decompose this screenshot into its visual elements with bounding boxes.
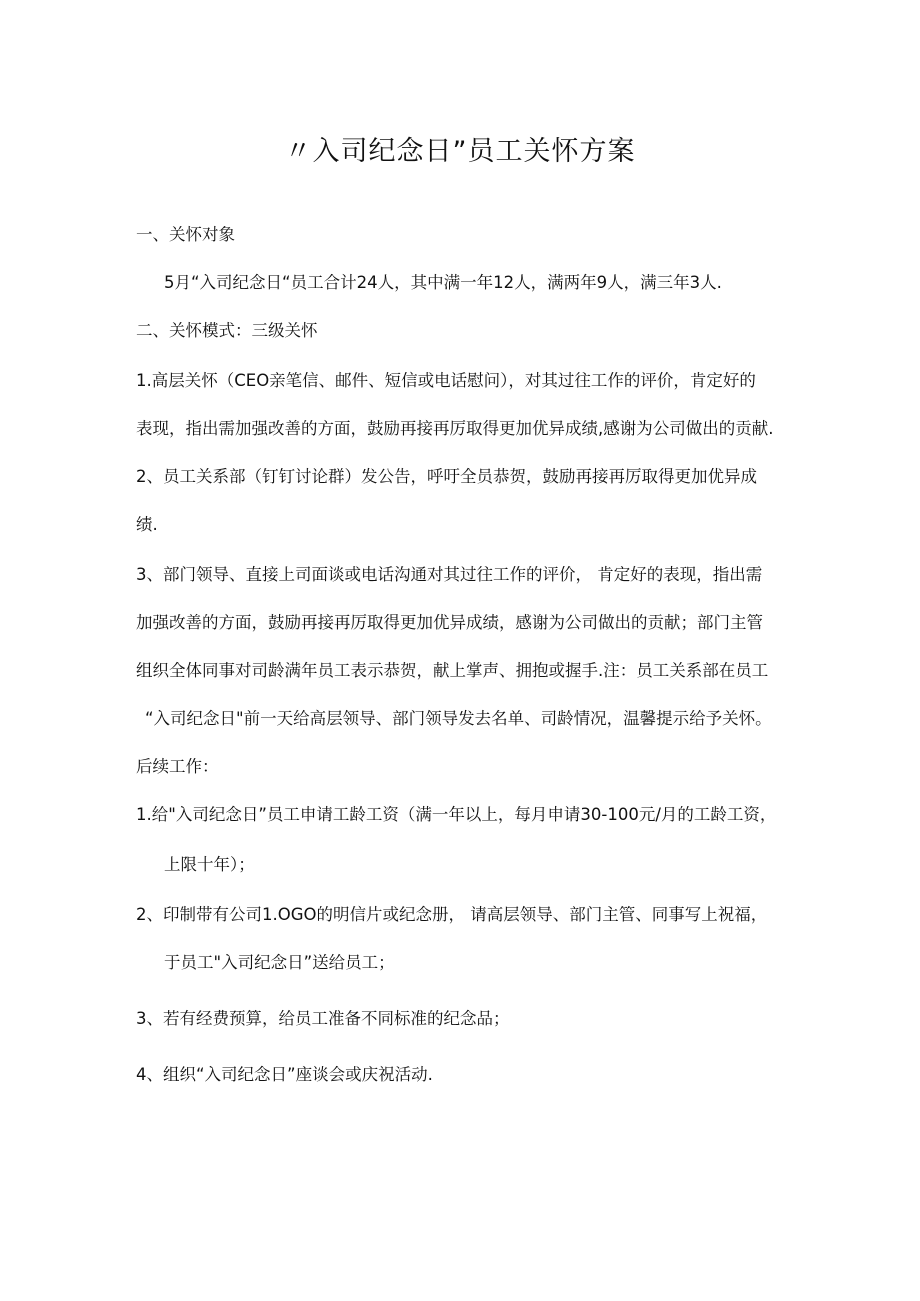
paragraph-line: 3、部门领导、直接上司面谈或电话沟通对其过往工作的评价， 肯定好的表现，指出需 bbox=[136, 565, 763, 584]
paragraph-line: 1.高层关怀（CEO亲笔信、邮件、短信或电话慰问），对其过往工作的评价，肯定好的 bbox=[136, 371, 756, 390]
section-heading-care-mode: 二、关怀模式：三级关怀 bbox=[136, 321, 318, 340]
paragraph-line: 1.给"入司纪念日”员工申请工龄工资（满一年以上，每月申请30-100元/月的工龄工资， bbox=[136, 805, 777, 824]
paragraph-line: 于员工"入司纪念日”送给员工； bbox=[164, 953, 395, 972]
care-target-summary: 5月“入司纪念日“员工合计24人，其中满一年12人，满两年9人，满三年3人. bbox=[164, 273, 722, 292]
paragraph-line: 2、印制带有公司1.OGO的明信片或纪念册， 请高层领导、部门主管、同事写上祝福， bbox=[136, 905, 768, 924]
paragraph-line: 上限十年）； bbox=[164, 855, 255, 874]
paragraph-line: 组织全体同事对司龄满年员工表示恭贺，献上掌声、拥抱或握手.注：员工关系部在员工 bbox=[136, 661, 769, 680]
paragraph-line: 4、组织“入司纪念日”座谈会或庆祝活动. bbox=[136, 1065, 433, 1084]
section-heading-care-target: 一、关怀对象 bbox=[136, 225, 235, 244]
paragraph-line: 加强改善的方面，鼓励再接再厉取得更加优异成绩，感谢为公司做出的贡献；部门主管 bbox=[136, 613, 763, 632]
paragraph-line: “入司纪念日"前一天给高层领导、部门领导发去名单、司龄情况，温馨提示给予关怀。 bbox=[145, 709, 772, 728]
paragraph-line: 绩. bbox=[136, 515, 158, 534]
document-title: 〃入司纪念日”员工关怀方案 bbox=[284, 136, 636, 167]
paragraph-line: 3、若有经费预算，给员工准备不同标准的纪念品； bbox=[136, 1009, 510, 1028]
section-heading-follow-up: 后续工作： bbox=[136, 757, 219, 776]
paragraph-line: 2、员工关系部（钉钉讨论群）发公告，呼吁全员恭贺，鼓励再接再厉取得更加优异成 bbox=[136, 467, 757, 486]
paragraph-line: 表现，指出需加强改善的方面，鼓励再接再厉取得更加优异成绩,感谢为公司做出的贡献. bbox=[136, 419, 774, 438]
